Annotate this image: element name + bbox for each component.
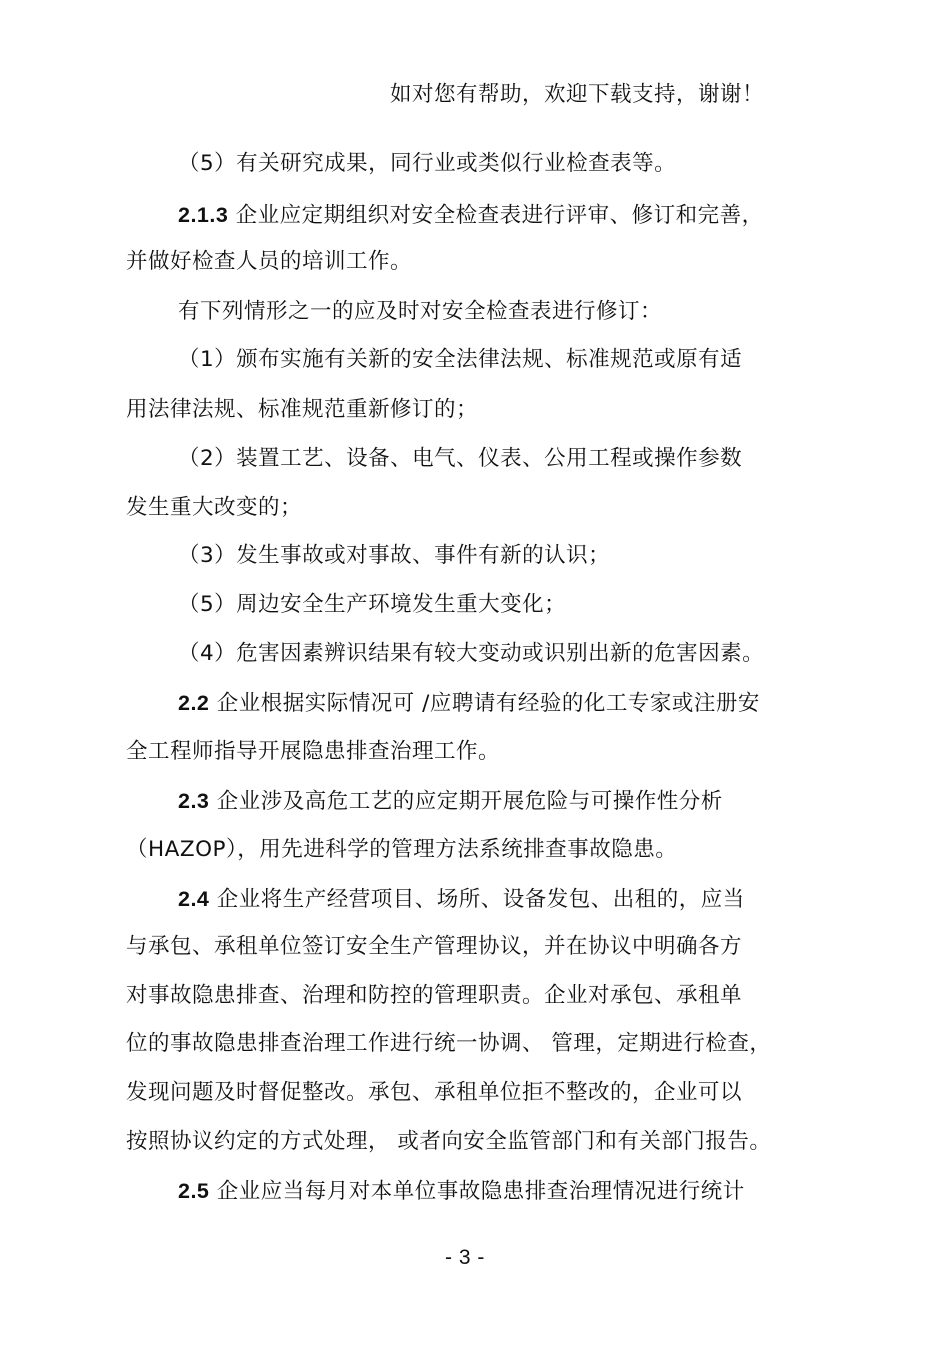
- section-number: 2.1.3: [178, 203, 229, 227]
- section-number: 2.5: [178, 1179, 210, 1203]
- text-line-6: 用法律法规、标准规范重新修订的；: [126, 397, 479, 422]
- text-line-4: 有下列情形之一的应及时对安全检查表进行修订：: [178, 299, 663, 324]
- text-line-20: 发现问题及时督促整改。承包、承租单位拒不整改的，企业可以: [126, 1080, 743, 1105]
- section-number: 2.3: [178, 789, 210, 813]
- text-line-21: 按照协议约定的方式处理， 或者向安全监管部门和有关部门报告。: [126, 1129, 772, 1154]
- text-line-3: 并做好检查人员的培训工作。: [126, 249, 413, 274]
- text-line-10: （5）周边安全生产环境发生重大变化；: [178, 592, 567, 617]
- text-line-17: 与承包、承租单位签订安全生产管理协议，并在协议中明确各方: [126, 934, 743, 959]
- text-line-7: （2）装置工艺、设备、电气、仪表、公用工程或操作参数: [178, 446, 743, 471]
- text-line-12: 2.2 企业根据实际情况可 /应聘请有经验的化工专家或注册安: [178, 691, 760, 716]
- header-note: 如对您有帮助，欢迎下载支持，谢谢！: [390, 82, 765, 107]
- text-line-13: 全工程师指导开展隐患排查治理工作。: [126, 739, 501, 764]
- text-line-5: （1）颁布实施有关新的安全法律法规、标准规范或原有适: [178, 347, 743, 372]
- text-line-18: 对事故隐患排查、治理和防控的管理职责。企业对承包、承租单: [126, 983, 743, 1008]
- text-line-14: 2.3 企业涉及高危工艺的应定期开展危险与可操作性分析: [178, 789, 723, 814]
- page-number: - 3 -: [445, 1246, 485, 1269]
- text-line-19: 位的事故隐患排查治理工作进行统一协调、 管理，定期进行检查，: [126, 1031, 772, 1056]
- text-line-9: （3）发生事故或对事故、事件有新的认识；: [178, 543, 611, 568]
- text-line-11: （4）危害因素辨识结果有较大变动或识别出新的危害因素。: [178, 641, 765, 666]
- section-number: 2.4: [178, 887, 210, 911]
- text-line-2: 2.1.3 企业应定期组织对安全检查表进行评审、修订和完善，: [178, 203, 764, 228]
- text-line-8: 发生重大改变的；: [126, 495, 303, 520]
- text-line-22: 2.5 企业应当每月对本单位事故隐患排查治理情况进行统计: [178, 1179, 745, 1204]
- text-line-1: （5）有关研究成果，同行业或类似行业检查表等。: [178, 151, 677, 176]
- text-line-16: 2.4 企业将生产经营项目、场所、设备发包、出租的，应当: [178, 887, 745, 912]
- text-line-15: （HAZOP），用先进科学的管理方法系统排查事故隐患。: [126, 837, 678, 862]
- section-number: 2.2: [178, 691, 210, 715]
